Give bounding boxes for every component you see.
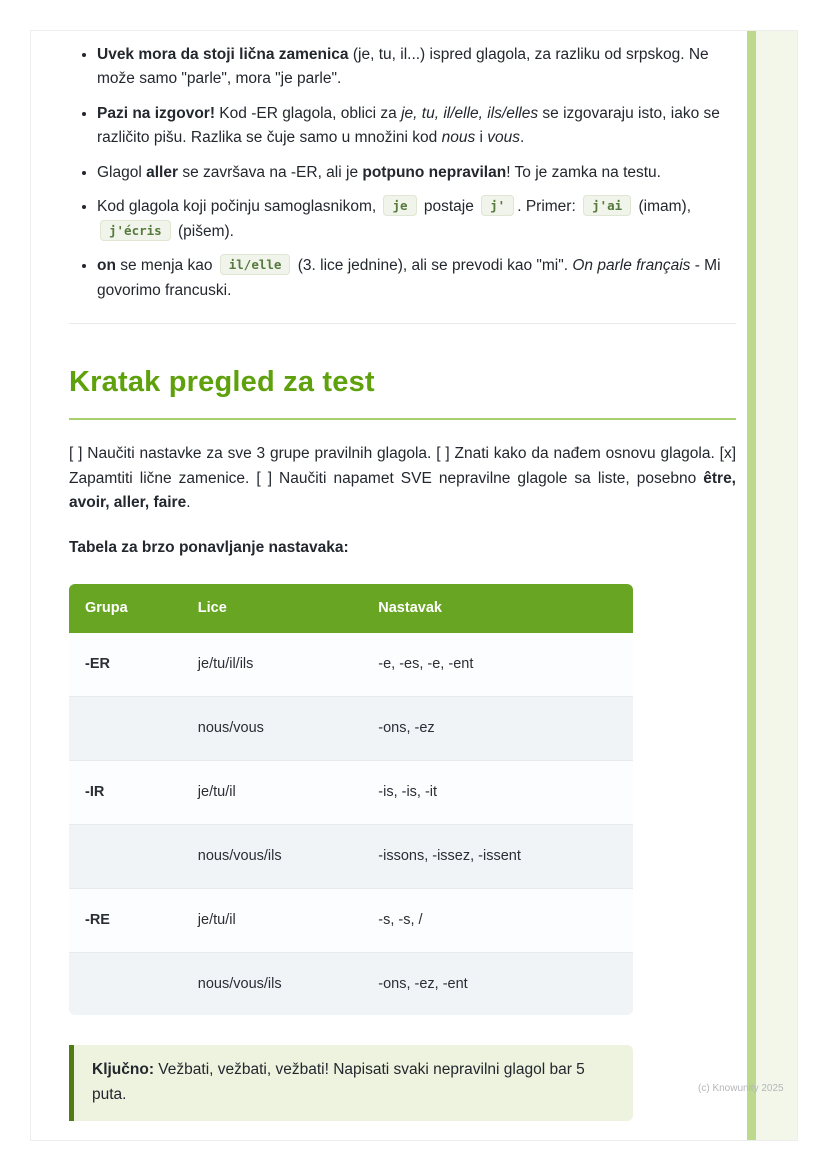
bullet-item [97, 254, 736, 303]
table-row [69, 953, 633, 1016]
table-cell: nous/vous/ils [182, 953, 362, 1016]
watermark-text: (c) Knowunity 2025 [698, 1083, 784, 1094]
table-cell: -IR [69, 761, 182, 825]
table-header-cell: Nastavak [362, 584, 633, 633]
text-segment-normal: ! To je zamka na testu. [506, 163, 661, 181]
text-segment-code: il/elle [220, 254, 291, 275]
table-row [69, 825, 633, 889]
text-segment-normal: se izgovaraju isto, iako se različito pišu. Razlika se čuje samo u množini kod [97, 104, 720, 147]
text-segment-code: je [383, 195, 416, 216]
text-segment-italic: nous [441, 129, 476, 147]
table-label: Tabela za brzo ponavljanje nastavaka: [69, 538, 349, 556]
table-cell [69, 825, 182, 889]
table-body [69, 633, 633, 1015]
table-cell: nous/vous [182, 697, 362, 761]
section-title: Kratak pregled za test [69, 360, 736, 420]
text-segment-normal: . Primer: [517, 198, 581, 216]
page-card [30, 30, 798, 1141]
table-header-cell: Grupa [69, 584, 182, 633]
bullet-item [97, 43, 736, 92]
table-row [69, 761, 633, 825]
table-cell: -ons, -ez, -ent [362, 953, 633, 1016]
text-segment-normal: Glagol [97, 163, 147, 181]
table-cell [69, 697, 182, 761]
text-segment-bold: être, avoir, aller, faire [69, 469, 736, 512]
table-header-cell: Lice [182, 584, 362, 633]
text-segment-normal: . [520, 129, 525, 147]
bullet-item [97, 102, 736, 151]
text-segment-italic: je, tu, il/elle, ils/elles [401, 104, 539, 122]
bullet-item [97, 161, 736, 185]
key-callout [69, 1045, 633, 1121]
text-segment-normal: se završava na -ER, ali je [178, 163, 363, 181]
table-cell: je/tu/il/ils [182, 633, 362, 697]
text-segment-normal: (pišem). [173, 222, 234, 240]
table-cell: -issons, -issez, -issent [362, 825, 633, 889]
table-cell: nous/vous/ils [182, 825, 362, 889]
content-area [69, 35, 736, 1121]
text-segment-normal: (imam), [634, 198, 692, 216]
text-segment-italic: vous [487, 129, 521, 147]
text-segment-code: j'ai [583, 195, 631, 216]
right-margin-band [756, 31, 797, 1140]
table-row [69, 697, 633, 761]
bullet-item [97, 195, 736, 244]
review-table [69, 584, 633, 1015]
table-cell: -ER [69, 633, 182, 697]
table-row [69, 889, 633, 953]
table-cell: -is, -is, -it [362, 761, 633, 825]
right-margin-stripe [747, 31, 756, 1140]
text-segment-code: j' [481, 195, 514, 216]
text-segment-bold: Uvek mora da stoji lična zamenica [97, 46, 349, 63]
text-segment-bold: Pazi na izgovor! [97, 104, 215, 122]
text-segment-italic: On parle français [572, 257, 691, 275]
table-cell: -e, -es, -e, -ent [362, 633, 633, 697]
callout-text [92, 1058, 615, 1108]
text-segment-bold: potpuno nepravilan [362, 163, 507, 181]
table-cell [69, 953, 182, 1016]
text-segment-normal: i [475, 129, 488, 147]
section-divider [69, 323, 736, 324]
text-segment-normal: Kod -ER glagola, oblici za [215, 104, 402, 122]
notes-bullet-list [69, 43, 736, 303]
text-segment-bold: Ključno: [92, 1061, 154, 1079]
text-segment-normal: Vežbati, vežbati, vežbati! Napisati svaki nepravilni glagol bar 5 puta. [92, 1061, 585, 1104]
table-cell: je/tu/il [182, 761, 362, 825]
checklist-paragraph [69, 442, 736, 515]
table-cell: -ons, -ez [362, 697, 633, 761]
text-segment-normal: postaje [419, 198, 479, 216]
text-segment-normal: se menja kao [115, 257, 217, 275]
text-segment-code: j'écris [100, 220, 171, 241]
text-segment-bold: on [97, 257, 116, 275]
table-cell: je/tu/il [182, 889, 362, 953]
text-segment-normal: - Mi govorimo francuski. [97, 257, 721, 299]
table-row [69, 633, 633, 697]
table-header-row [69, 584, 633, 633]
table-cell: -s, -s, / [362, 889, 633, 953]
table-cell: -RE [69, 889, 182, 953]
text-segment-normal: [ ] Naučiti nastavke za sve 3 grupe pravilnih glagola. [ ] Znati kako da nađem osnovu glagola. [x] Zapamtiti lične zamenice. [ ] Naučiti napamet SVE nepravilne glagole sa liste, posebno [69, 445, 736, 487]
text-segment-bold: aller [146, 163, 179, 181]
text-segment-normal: Kod glagola koji počinju samoglasnikom, [97, 198, 381, 216]
text-segment-normal: (3. lice jednine), ali se prevodi kao "mi". [293, 257, 573, 275]
text-segment-normal: . [186, 494, 191, 512]
text-segment-normal: (je, tu, il...) ispred glagola, za razliku od srpskog. Ne može samo "parle", mora "je parle". [97, 46, 709, 88]
